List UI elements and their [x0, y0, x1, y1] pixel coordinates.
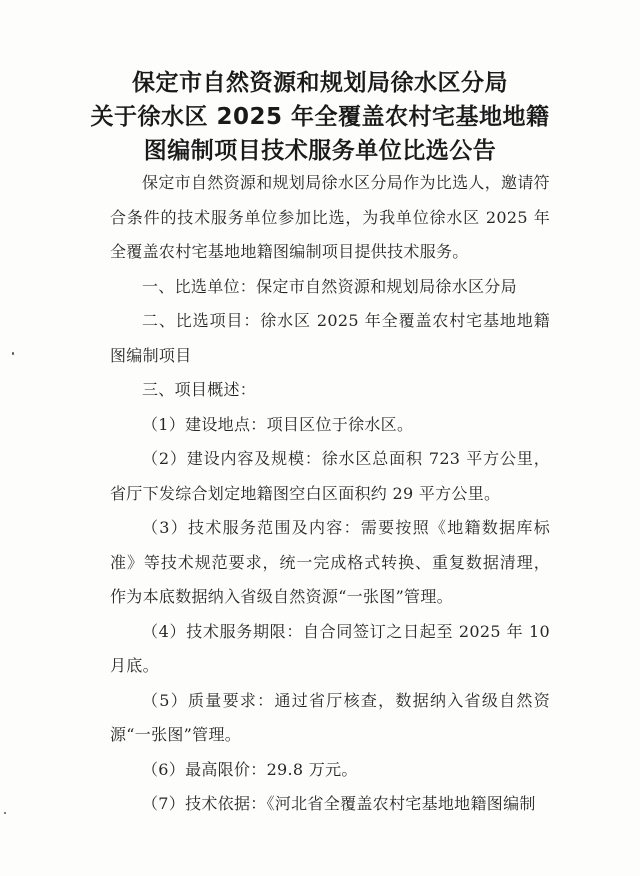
title-line-3: 图编制项目技术服务单位比选公告 — [143, 138, 497, 164]
item-service-period: （4）技术服务期限：自合同签订之日起至 2025 年 10 月底。 — [110, 621, 550, 675]
item-quality-requirement: （5）质量要求：通过省厅核查，数据纳入省级自然资源“一张图”管理。 — [110, 690, 550, 744]
scan-speck — [12, 352, 14, 355]
title-line-1: 保定市自然资源和规划局徐水区分局 — [132, 70, 508, 96]
scan-speck — [4, 812, 6, 814]
intro-paragraph: 保定市自然资源和规划局徐水区分局作为比选人，邀请符合条件的技术服务单位参加比选，为我单位徐水区 2025 年全覆盖农村宅基地地籍图编制项目提供技术服务。 — [110, 173, 550, 261]
item-service-scope: （3）技术服务范围及内容：需要按照《地籍数据库标准》等技术规范要求，统一完成格式转换、重复数据清理，作为本底数据纳入省级自然资源“一张图”管理。 — [110, 518, 550, 606]
item-technical-basis: （7）技术依据：《河北省全覆盖农村宅基地地籍图编制 — [142, 794, 536, 813]
document-body — [110, 166, 550, 822]
bidding-unit: 一、比选单位：保定市自然资源和规划局徐水区分局 — [142, 276, 517, 296]
item-construction-location: （1）建设地点：项目区位于徐水区。 — [142, 414, 414, 434]
item-price-cap: （6）最高限价：29.8 万元。 — [142, 759, 358, 779]
item-construction-scale: （2）建设内容及规模：徐水区总面积 723 平方公里，省厅下发综合划定地籍图空白区面积约 29 平方公里。 — [110, 449, 550, 503]
project-overview-heading: 三、项目概述： — [142, 380, 257, 399]
bidding-project: 二、比选项目：徐水区 2025 年全覆盖农村宅基地地籍图编制项目 — [110, 311, 550, 365]
title-line-2: 关于徐水区 2025 年全覆盖农村宅基地地籍 — [90, 104, 550, 130]
